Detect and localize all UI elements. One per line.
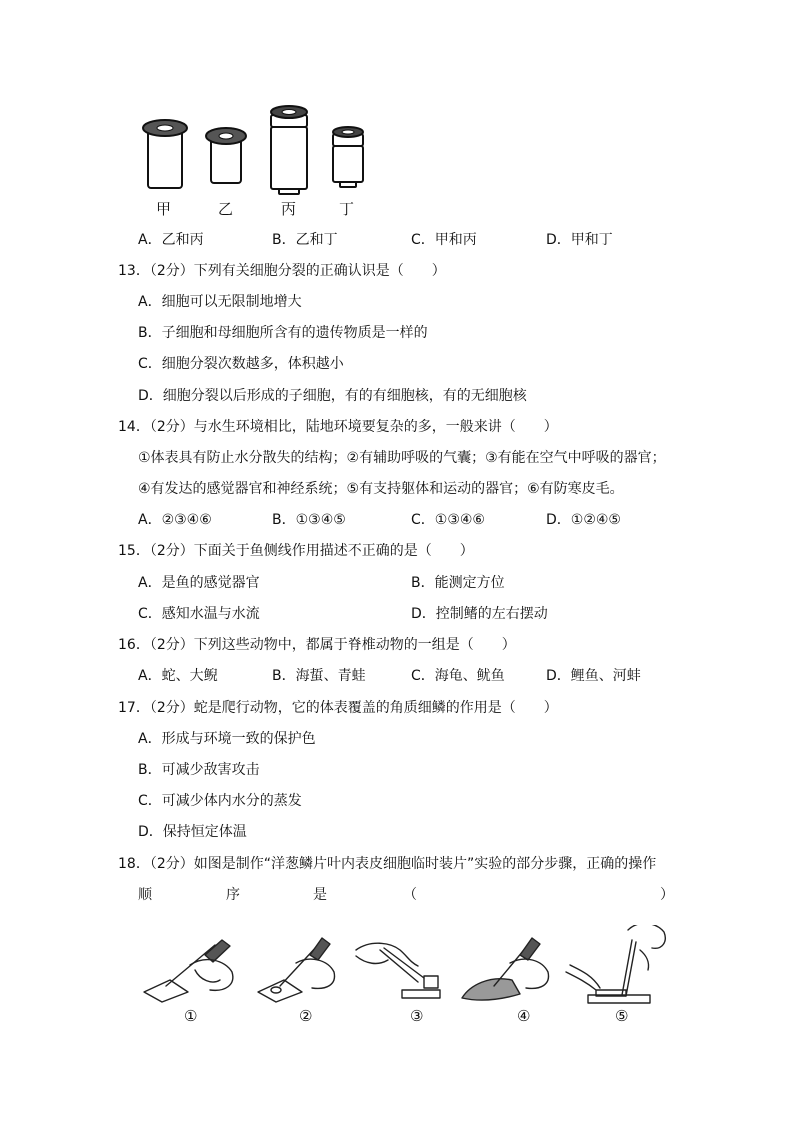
- q16-option-d: D．鲤鱼、河蚌: [546, 668, 641, 684]
- step-label-1: ①: [184, 1007, 198, 1025]
- q15-option-d: D．控制鳍的左右摆动: [411, 606, 548, 622]
- step-label-3: ③: [410, 1007, 424, 1025]
- q14-option-c: C．①③④⑥: [411, 512, 485, 528]
- q14-option-a: A．②③④⑥: [138, 512, 212, 528]
- step4-illustration: [462, 938, 548, 1000]
- step2-illustration: [258, 938, 334, 1002]
- q13-option-a: A．细胞可以无限制地增大: [138, 294, 302, 310]
- q13-stem: 13．（2分）下列有关细胞分裂的正确认识是（ ）: [118, 263, 446, 279]
- lens-label-jia: 甲: [156, 200, 172, 218]
- q17-option-d: D．保持恒定体温: [138, 824, 247, 840]
- q17-option-c: C．可减少体内水分的蒸发: [138, 793, 302, 809]
- lens-yi: [206, 128, 246, 183]
- q16-option-a: A．蛇、大鲵: [138, 668, 218, 684]
- q15-stem: 15．（2分）下面关于鱼侧线作用描述不正确的是（ ）: [118, 543, 474, 559]
- q14-stem: 14．（2分）与水生环境相比，陆地环境要复杂的多，一般来讲（ ）: [118, 419, 558, 435]
- q18-stem-paren-open: （: [403, 887, 417, 903]
- q16-option-c: C．海龟、鱿鱼: [411, 668, 505, 684]
- step-label-2: ②: [299, 1007, 313, 1025]
- q17-stem: 17．（2分）蛇是爬行动物，它的体表覆盖的角质细鳞的作用是（ ）: [118, 700, 558, 716]
- step3-illustration: [356, 943, 440, 998]
- q18-stem-word-3: 是: [313, 887, 327, 903]
- lens-label-bing: 丙: [281, 200, 297, 218]
- step1-illustration: [144, 940, 233, 1002]
- q18-stem-word-2: 序: [226, 887, 240, 903]
- q15-option-c: C．感知水温与水流: [138, 606, 260, 622]
- q14-option-b: B．①③④⑤: [272, 512, 346, 528]
- q18-stem-paren-close: ）: [660, 887, 674, 903]
- q16-option-b: B．海蜇、青蛙: [272, 668, 366, 684]
- q13-option-d: D．细胞分裂以后形成的子细胞，有的有细胞核，有的无细胞核: [138, 388, 527, 404]
- q12-option-a: A．乙和丙: [138, 232, 204, 248]
- q15-option-a: A．是鱼的感觉器官: [138, 575, 260, 591]
- q12-option-c: C．甲和丙: [411, 232, 477, 248]
- step5-illustration: [566, 925, 665, 1003]
- q16-stem: 16．（2分）下列这些动物中，都属于脊椎动物的一组是（ ）: [118, 637, 516, 653]
- q12-option-d: D．甲和丁: [546, 232, 613, 248]
- q13-option-c: C．细胞分裂次数越多，体积越小: [138, 356, 344, 372]
- q15-option-b: B．能测定方位: [411, 575, 505, 591]
- q17-option-a: A．形成与环境一致的保护色: [138, 731, 316, 747]
- lens-ding: [333, 127, 363, 187]
- step-label-5: ⑤: [615, 1007, 629, 1025]
- q18-stem: 18．（2分）如图是制作“洋葱鳞片叶内表皮细胞临时装片”实验的部分步骤，正确的操作: [118, 856, 657, 872]
- q12-option-b: B．乙和丁: [272, 232, 338, 248]
- q18-stem-word-1: 顺: [138, 887, 152, 903]
- lens-label-ding: 丁: [339, 200, 355, 218]
- q14-statements-line1: ①体表具有防止水分散失的结构；②有辅助呼吸的气囊；③有能在空气中呼吸的器官；: [138, 450, 666, 466]
- q14-option-d: D．①②④⑤: [546, 512, 621, 528]
- lens-label-yi: 乙: [218, 200, 234, 218]
- procedure-figure: [0, 925, 794, 1025]
- lens-bing: [271, 106, 307, 194]
- step-label-4: ④: [517, 1007, 531, 1025]
- q14-statements-line2: ④有发达的感觉器官和神经系统；⑤有支持躯体和运动的器官；⑥有防寒皮毛。: [138, 481, 624, 497]
- lens-jia: [143, 120, 187, 188]
- q13-option-b: B．子细胞和母细胞所含有的遗传物质是一样的: [138, 325, 428, 341]
- q17-option-b: B．可减少敌害攻击: [138, 762, 260, 778]
